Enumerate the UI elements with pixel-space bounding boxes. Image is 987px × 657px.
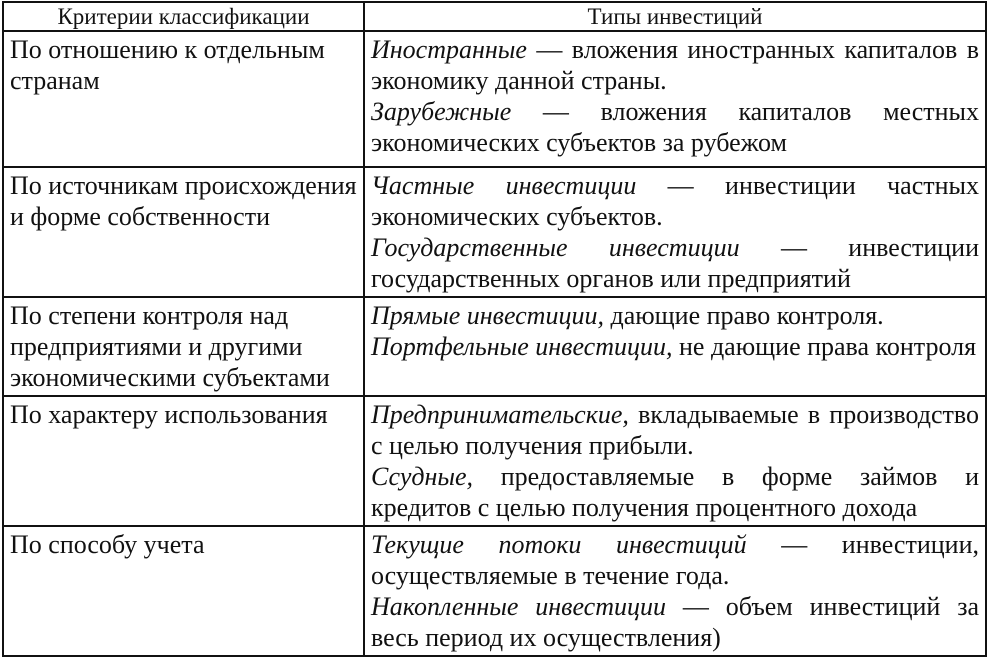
table-row bbox=[3, 167, 986, 297]
investment-classification-table bbox=[2, 1, 987, 657]
investment-type-description: вкладываемые в производство с целью получения прибыли. bbox=[371, 400, 979, 460]
investment-type-description: не дающие права контроля bbox=[672, 332, 977, 361]
investment-type-term: Портфельные инвестиции, bbox=[371, 332, 673, 361]
investment-type-description: предоставляемые в форме займов и кредитов с целью получения процентного дохода bbox=[371, 462, 979, 522]
investment-type-term: Зарубежные bbox=[371, 97, 512, 126]
investment-type-description: — инвестиции государственных органов или предприятий bbox=[371, 233, 979, 293]
investment-type-term: Текущие потоки инвестиций bbox=[371, 530, 747, 559]
header-types: Типы инвестиций bbox=[364, 2, 986, 31]
investment-type-entry bbox=[371, 96, 979, 158]
types-cell bbox=[364, 297, 986, 396]
investment-type-entry bbox=[371, 529, 979, 591]
types-cell bbox=[364, 31, 986, 167]
criterion-cell: По отношению к отдельным странам bbox=[3, 31, 364, 167]
table-header-row bbox=[3, 2, 986, 31]
investment-type-term: Накопленные инвестиции bbox=[371, 592, 666, 621]
investment-type-term: Частные инвестиции bbox=[371, 171, 637, 200]
table-row bbox=[3, 297, 986, 396]
investment-type-entry bbox=[371, 170, 979, 232]
investment-type-term: Предпринимательские, bbox=[371, 400, 629, 429]
investment-type-description: дающие право контроля. bbox=[603, 301, 884, 330]
investment-type-description: — объем инвестиций за весь период их осуществления) bbox=[371, 592, 980, 652]
investment-type-description: — вложения иностранных капиталов в экономику данной страны. bbox=[371, 35, 979, 95]
investment-type-entry bbox=[371, 399, 979, 461]
criterion-cell: По степени контроля над предприятиями и другими экономическими субъектами bbox=[3, 297, 364, 396]
criterion-cell: По характеру использования bbox=[3, 396, 364, 526]
table-row bbox=[3, 31, 986, 167]
investment-type-term: Иностранные bbox=[371, 35, 527, 64]
types-cell bbox=[364, 167, 986, 297]
investment-type-entry bbox=[371, 331, 979, 362]
table-row bbox=[3, 396, 986, 526]
types-cell bbox=[364, 526, 986, 656]
investment-type-description: — инвестиции частных экономических субъектов. bbox=[371, 171, 979, 231]
investment-type-description: — вложения капиталов местных экономических субъектов за рубежом bbox=[371, 97, 979, 157]
investment-type-term: Ссудные, bbox=[371, 462, 474, 491]
investment-type-entry bbox=[371, 34, 979, 96]
investment-type-term: Прямые инвестиции, bbox=[371, 301, 604, 330]
criterion-cell: По способу учета bbox=[3, 526, 364, 656]
investment-type-entry bbox=[371, 300, 979, 331]
criterion-cell: По источникам происхождения и форме собственности bbox=[3, 167, 364, 297]
table-row bbox=[3, 526, 986, 656]
investment-type-description: — инвестиции, осуществляемые в течение года. bbox=[371, 530, 979, 590]
investment-type-entry bbox=[371, 232, 979, 294]
investment-type-term: Государственные инвестиции bbox=[371, 233, 740, 262]
investment-type-entry bbox=[371, 461, 979, 523]
header-criteria: Критерии классификации bbox=[3, 2, 364, 31]
types-cell bbox=[364, 396, 986, 526]
investment-type-entry bbox=[371, 591, 979, 653]
